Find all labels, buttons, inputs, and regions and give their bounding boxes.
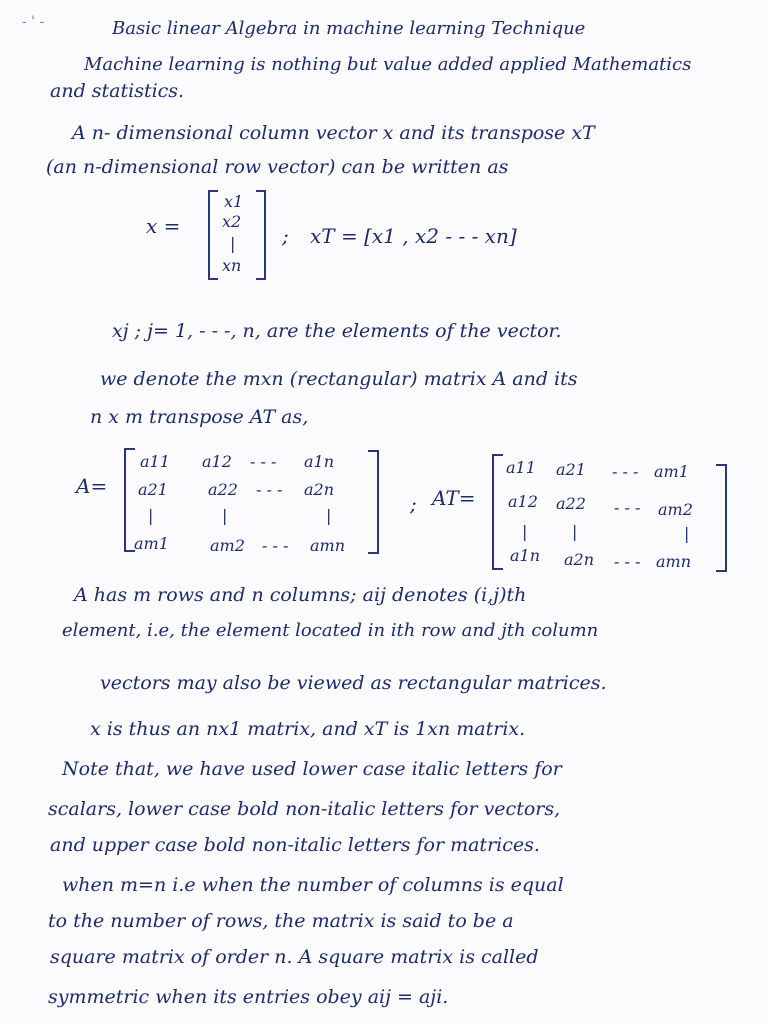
matrix-at-cell: a12 [508,492,538,511]
matrix-a-cell: am2 [210,536,245,555]
vector-x-right-bracket [256,190,266,280]
matrix-a-cell: amn [310,536,346,555]
text-line-4: (an n-dimensional row vector) can be written as [46,156,509,178]
matrix-at-right-bracket [716,464,727,572]
vector-x-entry-2: x2 [222,212,242,231]
matrix-a-cell: am1 [134,534,169,553]
matrix-a-cell: a22 [208,480,238,499]
matrix-a-cell: - - - [262,536,289,555]
page-title: Basic linear Algebra in machine learning Technique [112,18,586,39]
text-line-18: symmetric when its entries obey aij = aji. [48,986,449,1008]
matrix-at-cell: a22 [556,494,586,513]
text-line-7: n x m transpose AT as, [90,406,309,428]
text-line-6: we denote the mxn (rectangular) matrix A and its [100,368,578,390]
matrix-at-lhs: AT= [432,486,476,510]
text-line-5: xj ; j= 1, - - -, n, are the elements of the vector. [112,320,562,342]
text-line-9: element, i.e, the element located in ith row and jth column [62,620,599,641]
text-line-3: A n- dimensional column vector x and its transpose xT [72,122,595,144]
matrix-a-cell: a12 [202,452,232,471]
text-line-16: to the number of rows, the matrix is said to be a [48,910,514,932]
vector-x-entry-3: | [230,234,236,253]
matrix-a-semicolon: ; [410,492,417,516]
matrix-at-cell: - - - [614,552,641,571]
matrix-a-cell: | [148,506,154,525]
matrix-at-cell: | [572,522,578,541]
matrix-a-cell: a11 [140,452,170,471]
matrix-at-cell: am2 [658,500,693,519]
matrix-at-cell: am1 [654,462,689,481]
matrix-a-cell: | [326,506,332,525]
matrix-a-cell: a2n [304,480,335,499]
matrix-a-right-bracket [368,450,379,554]
text-line-15: when m=n i.e when the number of columns is equal [62,874,564,896]
matrix-a-cell: - - - [250,452,277,471]
matrix-a-cell: - - - [256,480,283,499]
matrix-at-cell: - - - [614,498,641,517]
vector-x-entry-1: x1 [224,192,244,211]
matrix-at-cell: a2n [564,550,595,569]
text-line-12: Note that, we have used lower case italic letters for [62,758,562,780]
matrix-at-cell: - - - [612,462,639,481]
matrix-at-cell: | [684,524,690,543]
matrix-at-cell: a11 [506,458,536,477]
matrix-a-cell: a21 [138,480,168,499]
vector-x-transpose: xT = [x1 , x2 - - - xn] [310,224,517,248]
matrix-at-cell: amn [656,552,692,571]
text-line-11: x is thus an nx1 matrix, and xT is 1xn matrix. [90,718,526,740]
text-line-2: and statistics. [50,80,185,102]
matrix-at-cell: | [522,522,528,541]
vector-x-semicolon: ; [282,224,289,248]
text-line-8: A has m rows and n columns; aij denotes (i,j)th [74,584,527,606]
text-line-14: and upper case bold non-italic letters for matrices. [50,834,540,856]
matrix-at-cell: a21 [556,460,586,479]
text-line-10: vectors may also be viewed as rectangular matrices. [100,672,607,694]
vector-x-lhs: x = [146,214,181,238]
text-line-1: Machine learning is nothing but value added applied Mathematics [84,54,692,75]
vector-x-left-bracket [208,190,218,280]
matrix-a-cell: a1n [304,452,335,471]
vector-x-entry-4: xn [222,256,242,275]
text-line-13: scalars, lower case bold non-italic letters for vectors, [48,798,561,820]
matrix-at-left-bracket [492,454,503,570]
matrix-a-cell: | [222,506,228,525]
page-corner-mark: - ' - [22,14,45,30]
matrix-a-lhs: A= [76,474,108,498]
matrix-at-cell: a1n [510,546,541,565]
text-line-17: square matrix of order n. A square matrix is called [50,946,539,968]
